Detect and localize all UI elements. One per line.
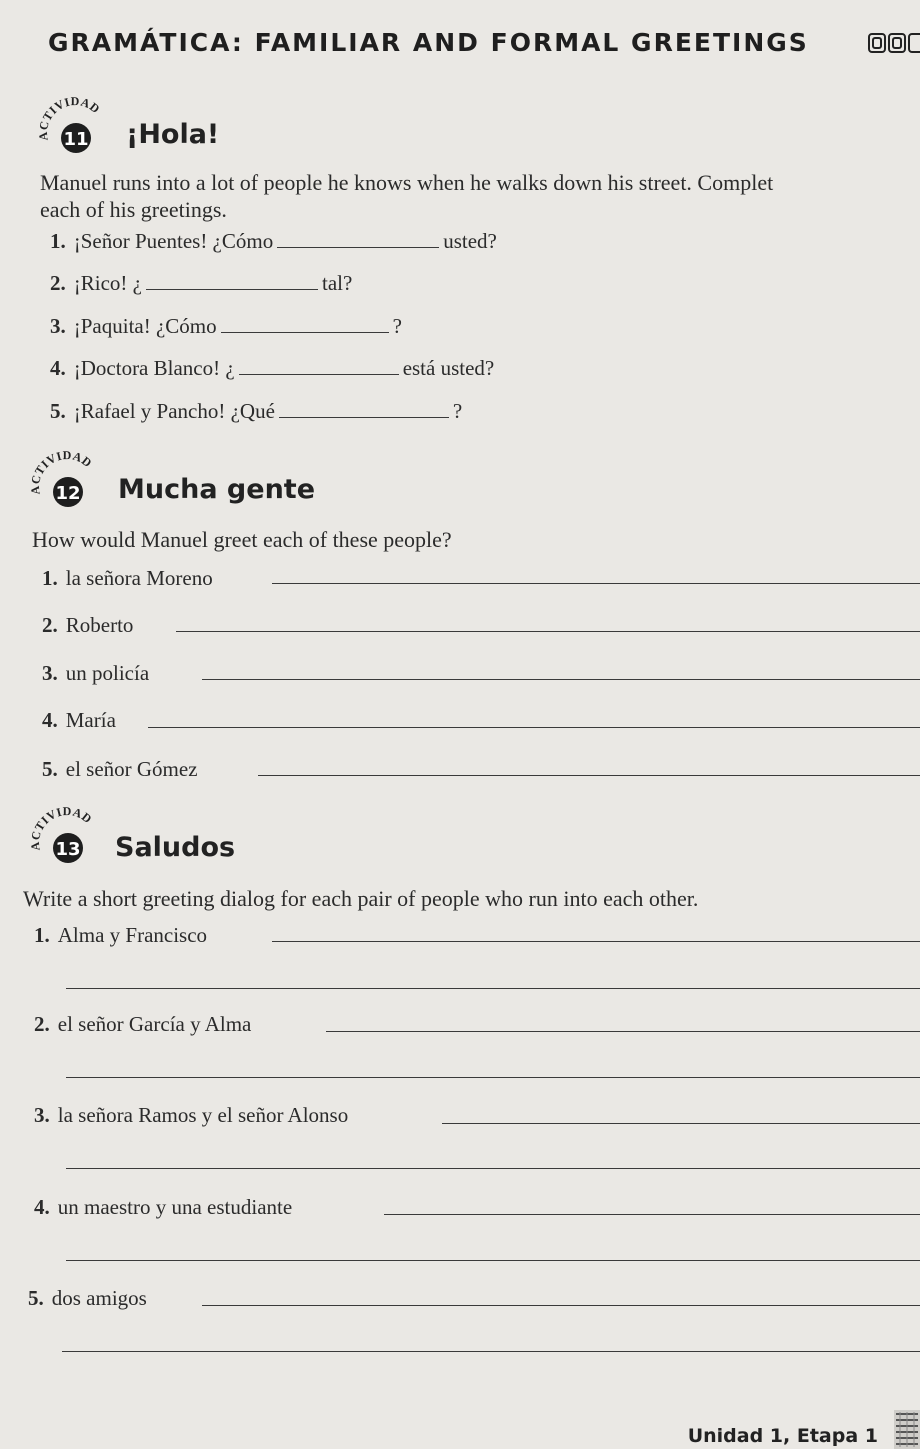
activity-label: ACTIVIDAD — [27, 450, 95, 496]
exercise-item: 1. ¡Señor Puentes! ¿Cómo usted? — [50, 229, 497, 253]
activity-number: 12 — [55, 483, 81, 504]
answer-line[interactable] — [66, 1077, 920, 1078]
spiral-ornament-icon — [868, 33, 920, 53]
exercise-item: 5. ¡Rafael y Pancho! ¿Qué ? — [50, 399, 463, 423]
exercise-item: 2. ¡Rico! ¿ tal? — [50, 271, 353, 295]
answer-line[interactable] — [326, 1031, 920, 1032]
answer-blank[interactable] — [239, 356, 399, 375]
answer-line[interactable] — [258, 775, 920, 776]
answer-line[interactable] — [66, 1260, 920, 1261]
answer-line[interactable] — [66, 988, 920, 989]
activity-title: ¡Hola! — [126, 119, 220, 150]
activity-title: Mucha gente — [118, 474, 316, 505]
exercise-item: 2. Roberto — [42, 613, 134, 637]
exercise-item: 2. el señor García y Alma — [34, 1012, 252, 1036]
instructions: Manuel runs into a lot of people he knows when he walks down his street. Complet — [40, 170, 774, 195]
instructions: Write a short greeting dialog for each pair of people who run into each other. — [23, 886, 699, 911]
activity-badge-12 — [26, 450, 108, 532]
answer-blank[interactable] — [277, 229, 439, 248]
exercise-item: 4. ¡Doctora Blanco! ¿ está usted? — [50, 356, 495, 380]
activity-badge-13 — [26, 806, 108, 888]
activity-title: Saludos — [115, 832, 236, 863]
exercise-item: 3. la señora Ramos y el señor Alonso — [34, 1103, 349, 1127]
answer-line[interactable] — [272, 583, 920, 584]
activity-number: 11 — [63, 129, 89, 150]
exercise-item: 5. dos amigos — [28, 1286, 147, 1310]
page-corner-pattern-icon — [894, 1410, 920, 1449]
exercise-item: 3. ¡Paquita! ¿Cómo ? — [50, 314, 402, 338]
page-footer: Unidad 1, Etapa 1 — [687, 1425, 878, 1447]
answer-line[interactable] — [66, 1168, 920, 1169]
instructions: How would Manuel greet each of these people? — [32, 527, 452, 552]
answer-line[interactable] — [148, 727, 920, 728]
exercise-item: 4. María — [42, 708, 116, 732]
answer-line[interactable] — [176, 631, 920, 632]
exercise-item: 4. un maestro y una estudiante — [34, 1195, 293, 1219]
answer-line[interactable] — [62, 1351, 920, 1352]
answer-line[interactable] — [442, 1123, 920, 1124]
activity-number: 13 — [55, 839, 81, 860]
activity-label: ACTIVIDAD — [27, 806, 95, 852]
activity-badge-11 — [34, 96, 116, 178]
activity-label: ACTIVIDAD — [35, 96, 103, 142]
answer-line[interactable] — [202, 1305, 920, 1306]
answer-blank[interactable] — [146, 271, 318, 290]
exercise-item: 1. la señora Moreno — [42, 566, 213, 590]
answer-line[interactable] — [272, 941, 920, 942]
answer-blank[interactable] — [279, 399, 449, 418]
answer-line[interactable] — [202, 679, 920, 680]
page-title: GRAMÁTICA: FAMILIAR AND FORMAL GREETINGS — [48, 28, 809, 57]
answer-line[interactable] — [384, 1214, 920, 1215]
instructions: each of his greetings. — [40, 197, 227, 222]
answer-blank[interactable] — [221, 314, 389, 333]
exercise-item: 1. Alma y Francisco — [34, 923, 208, 947]
exercise-item: 5. el señor Gómez — [42, 757, 198, 781]
exercise-item: 3. un policía — [42, 661, 150, 685]
